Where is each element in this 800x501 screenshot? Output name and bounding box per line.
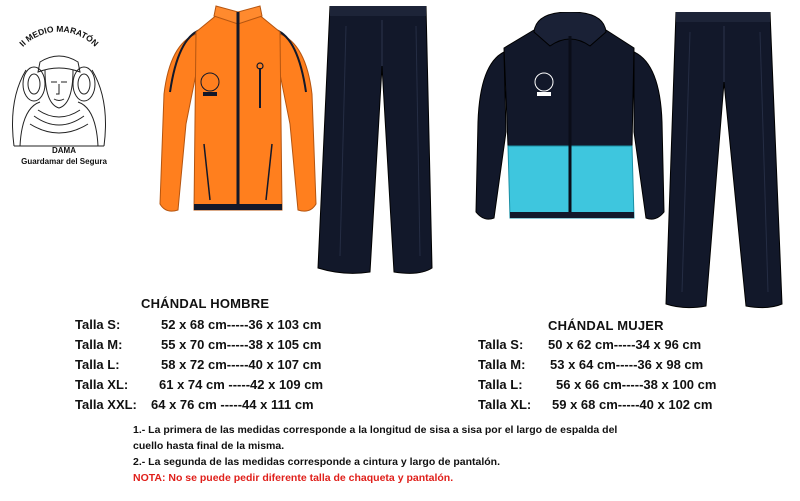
men-pants-image: [316, 6, 436, 278]
size-value: 55 x 70 cm-----38 x 105 cm: [161, 337, 322, 352]
women-jacket-image: [474, 12, 668, 224]
note-warning: NOTA: No se puede pedir diferente talla de chaqueta y pantalón.: [133, 472, 454, 484]
note-1: 1.- La primera de las medidas corresponde a la longitud de sisa a sisa por el largo de espalda del: [133, 424, 618, 436]
size-value: 52 x 68 cm-----36 x 103 cm: [161, 317, 322, 332]
logo-arc-text: II MEDIO MARATÓN: [17, 23, 101, 49]
event-logo: [0, 0, 140, 170]
size-value: 59 x 68 cm-----40 x 102 cm: [552, 397, 713, 412]
logo-place: Guardamar del Segura: [21, 157, 107, 166]
size-value: 53 x 64 cm-----36 x 98 cm: [550, 357, 704, 372]
size-label: Talla XL:: [75, 377, 129, 392]
logo-name: DAMA: [52, 146, 76, 155]
size-value: 56 x 66 cm-----38 x 100 cm: [556, 377, 717, 392]
women-pants-image: [664, 12, 786, 310]
women-size-row-m: [478, 355, 716, 375]
size-label: Talla L:: [75, 357, 120, 372]
size-value: 61 x 74 cm -----42 x 109 cm: [159, 377, 324, 392]
size-label: Talla S:: [75, 317, 121, 332]
size-value: 64 x 76 cm -----44 x 111 cm: [151, 397, 314, 412]
men-size-row-xl: [75, 375, 323, 395]
note-1-continued: cuello hasta final de la misma.: [133, 440, 285, 452]
men-size-row-m: [75, 335, 323, 355]
size-value: 50 x 62 cm-----34 x 96 cm: [548, 337, 702, 352]
women-size-title: CHÁNDAL MUJER: [548, 318, 664, 333]
men-size-row-s: [75, 315, 323, 335]
men-jacket-image: [156, 4, 320, 216]
men-size-title: CHÁNDAL HOMBRE: [141, 296, 270, 311]
size-label: Talla XL:: [478, 397, 532, 412]
dama-bust-icon: [13, 56, 106, 146]
size-value: 58 x 72 cm-----40 x 107 cm: [161, 357, 322, 372]
size-label: Talla S:: [478, 337, 524, 352]
women-size-row-xl: [478, 395, 716, 415]
men-size-row-xxl: [75, 395, 323, 415]
size-label: Talla M:: [478, 357, 526, 372]
size-label: Talla XXL:: [75, 397, 137, 412]
women-size-row-l: [478, 375, 716, 395]
women-size-row-s: [478, 335, 716, 355]
men-size-table: [75, 315, 323, 415]
size-label: Talla M:: [75, 337, 123, 352]
women-size-table: [478, 335, 716, 415]
size-label: Talla L:: [478, 377, 523, 392]
note-2: 2.- La segunda de las medidas corresponde a cintura y largo de pantalón.: [133, 456, 501, 468]
size-notes: [133, 422, 733, 486]
men-size-row-l: [75, 355, 323, 375]
